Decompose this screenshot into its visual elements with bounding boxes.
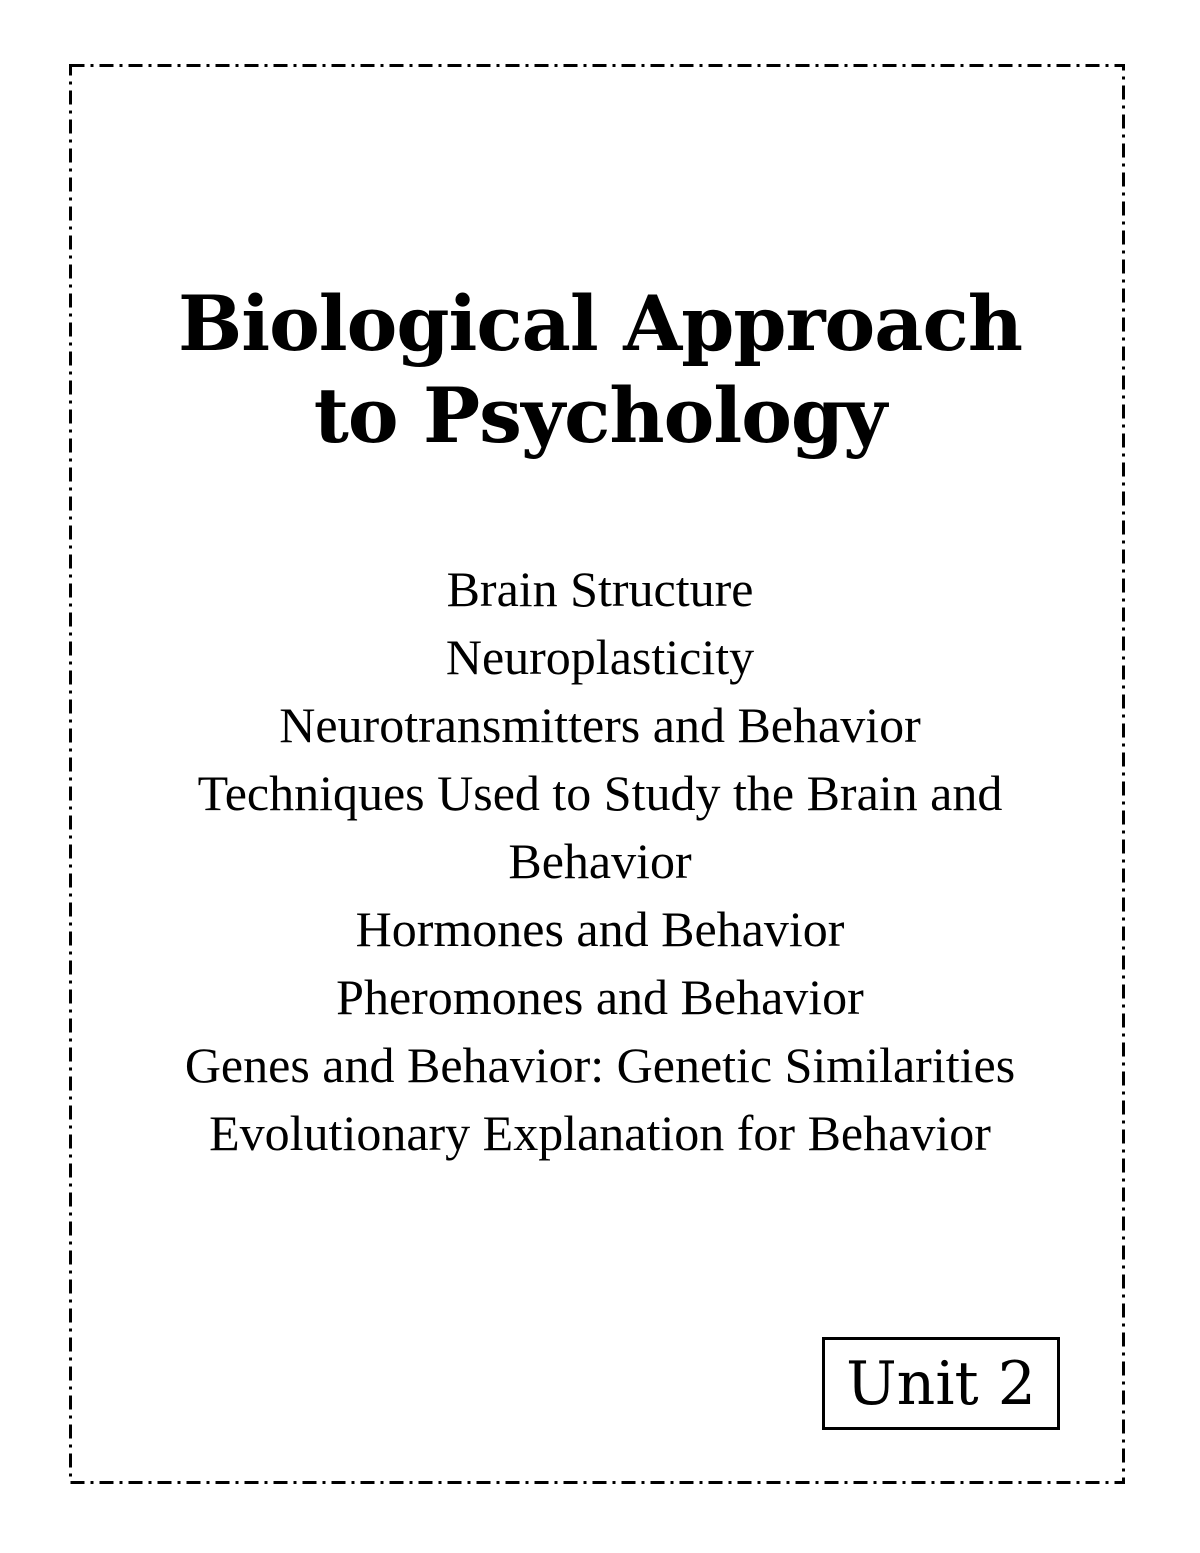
topic-techniques-continued: Behavior <box>508 833 692 889</box>
page-title <box>0 278 1200 462</box>
topic-neuroplasticity: Neuroplasticity <box>445 629 755 685</box>
topic-genes: Genes and Behavior: Genetic Similarities <box>184 1037 1016 1093</box>
topic-hormones: Hormones and Behavior <box>355 901 845 957</box>
topic-neurotransmitters: Neurotransmitters and Behavior <box>279 697 921 753</box>
title-line-1: Biological Approach <box>178 279 1022 368</box>
unit-label-box <box>822 1337 1060 1430</box>
topic-list <box>0 555 1200 1167</box>
topic-evolutionary: Evolutionary Explanation for Behavior <box>209 1105 991 1161</box>
topic-pheromones: Pheromones and Behavior <box>336 969 864 1025</box>
title-line-2: to Psychology <box>313 371 887 460</box>
topic-techniques: Techniques Used to Study the Brain and <box>197 765 1003 821</box>
unit-label: Unit 2 <box>846 1348 1036 1419</box>
topic-brain-structure: Brain Structure <box>446 561 754 617</box>
